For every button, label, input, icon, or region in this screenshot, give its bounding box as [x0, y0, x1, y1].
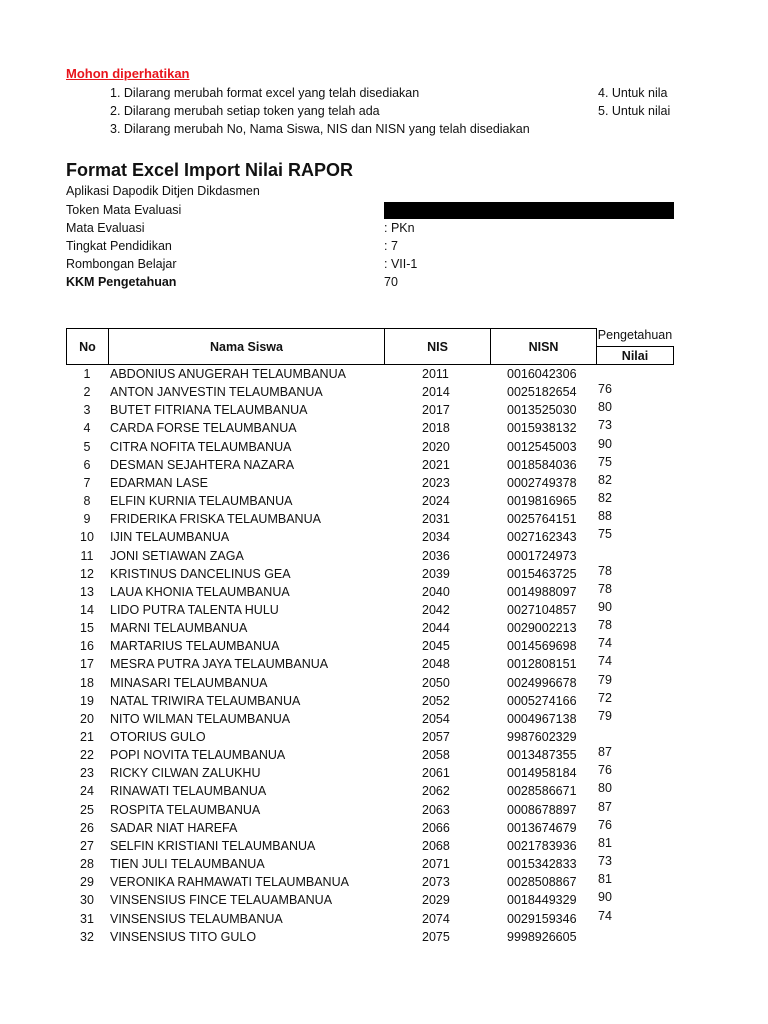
table-row	[0, 382, 768, 403]
row-nama: ABDONIUS ANUGERAH TELAUMBANUA	[110, 367, 346, 381]
row-nilai[interactable]: 74	[598, 636, 612, 651]
row-nama: CITRA NOFITA TELAUMBANUA	[110, 439, 292, 454]
row-nisn: 0014988097	[507, 584, 577, 599]
row-nis: 2074	[422, 911, 450, 926]
row-nama: VERONIKA RAHMAWATI TELAUMBANUA	[110, 875, 349, 890]
row-nisn: 0004967138	[507, 711, 577, 726]
row-nisn: 0027162343	[507, 530, 577, 545]
row-nis: 2052	[422, 693, 450, 708]
row-no: 20	[80, 711, 94, 726]
table-row	[0, 745, 768, 766]
row-no: 14	[80, 602, 94, 617]
tingkat-label: Tingkat Pendidikan	[66, 239, 172, 253]
row-nis: 2036	[422, 548, 450, 563]
row-nisn: 0013525030	[507, 403, 577, 418]
table-row	[0, 581, 768, 603]
row-nisn: 0001724973	[507, 548, 577, 563]
row-nilai[interactable]: 88	[598, 509, 612, 524]
row-no: 23	[80, 766, 94, 781]
row-no: 6	[83, 457, 91, 472]
row-nis: 2045	[422, 639, 450, 654]
row-nis: 2066	[422, 820, 450, 835]
row-nilai[interactable]: 81	[598, 835, 612, 850]
row-nis: 2050	[422, 675, 450, 690]
header-nilai: Nilai	[596, 346, 674, 365]
table-row	[0, 527, 768, 548]
table-row	[0, 835, 768, 857]
table-row	[0, 418, 768, 439]
row-nis: 2062	[422, 784, 450, 799]
mapel-value: : PKn	[384, 221, 415, 235]
row-nisn: 0029159346	[507, 911, 577, 926]
row-no: 27	[80, 838, 94, 853]
row-nisn: 0028586671	[507, 784, 577, 799]
row-nis: 2057	[422, 730, 450, 744]
row-nilai[interactable]: 78	[598, 618, 612, 633]
row-nis: 2034	[422, 530, 450, 545]
rombel-value: : VII-1	[384, 257, 418, 271]
row-nilai[interactable]: 76	[598, 382, 612, 397]
row-nilai[interactable]: 74	[598, 908, 612, 923]
row-nisn: 0021783936	[507, 838, 577, 853]
row-nama: IJIN TELAUMBANUA	[110, 530, 230, 545]
row-nisn: 0012808151	[507, 657, 577, 672]
row-no: 29	[80, 875, 94, 890]
row-no: 11	[80, 548, 94, 563]
row-nis: 2044	[422, 621, 450, 636]
row-nilai[interactable]: 78	[598, 581, 612, 596]
row-nisn: 0029002213	[507, 621, 577, 636]
row-nilai[interactable]: 78	[598, 563, 612, 578]
table-row	[0, 472, 768, 494]
row-no: 17	[80, 657, 94, 672]
row-nilai[interactable]: 87	[598, 745, 612, 760]
row-nis: 2014	[422, 385, 450, 400]
row-nisn: 0027104857	[507, 602, 577, 617]
row-nis: 2029	[422, 893, 450, 908]
table-row	[0, 618, 768, 639]
row-nisn: 0019816965	[507, 494, 577, 509]
row-nama: POPI NOVITA TELAUMBANUA	[110, 748, 286, 763]
table-row	[0, 672, 768, 694]
header-no: No	[66, 328, 109, 365]
row-no: 12	[80, 566, 94, 581]
row-nama: NITO WILMAN TELAUMBANUA	[110, 711, 291, 726]
row-no: 5	[83, 439, 91, 454]
row-nisn: 0008678897	[507, 802, 577, 817]
row-no: 24	[80, 784, 94, 799]
row-no: 25	[80, 802, 94, 817]
row-no: 30	[80, 893, 94, 908]
table-row	[0, 491, 768, 512]
table-row	[0, 763, 768, 784]
row-nilai[interactable]: 79	[598, 708, 612, 723]
row-nilai[interactable]: 80	[598, 781, 612, 796]
table-row	[0, 454, 768, 476]
row-nama: LAUA KHONIA TELAUMBANUA	[110, 584, 290, 599]
app-name: Aplikasi Dapodik Ditjen Dikdasmen	[66, 184, 260, 198]
row-nama: RICKY CILWAN ZALUKHU	[110, 766, 261, 781]
row-nis: 2039	[422, 566, 450, 581]
table-row	[0, 799, 768, 821]
table-row	[0, 509, 768, 530]
row-nilai[interactable]: 82	[598, 472, 612, 487]
row-nis: 2071	[422, 857, 450, 872]
row-no: 4	[83, 421, 91, 436]
row-no: 10	[80, 530, 94, 545]
row-nisn: 9998926605	[507, 929, 577, 944]
row-nama: DESMAN SEJAHTERA NAZARA	[110, 457, 295, 472]
row-nis: 2024	[422, 494, 450, 509]
row-nisn: 0013487355	[507, 748, 577, 763]
row-nisn: 0018584036	[507, 457, 577, 472]
row-nama: ELFIN KURNIA TELAUMBANUA	[110, 494, 293, 509]
row-nama: MINASARI TELAUMBANUA	[110, 675, 268, 690]
table-row	[0, 730, 768, 748]
row-no: 21	[80, 730, 94, 744]
row-nisn: 0016042306	[507, 367, 577, 381]
row-nama: OTORIUS GULO	[110, 730, 206, 744]
row-nisn: 0025764151	[507, 512, 577, 527]
row-nama: VINSENSIUS TITO GULO	[110, 929, 257, 944]
row-nilai[interactable]: 79	[598, 672, 612, 687]
row-no: 16	[80, 639, 94, 654]
table-row	[0, 367, 768, 385]
row-nama: ANTON JANVESTIN TELAUMBANUA	[110, 385, 323, 400]
table-row	[0, 930, 768, 948]
table-row	[0, 817, 768, 839]
row-nilai[interactable]: 76	[598, 817, 612, 832]
notice-item-2: 2. Dilarang merubah setiap token yang telah ada	[110, 104, 380, 118]
row-nisn: 0015463725	[507, 566, 577, 581]
page-title: Format Excel Import Nilai RAPOR	[66, 160, 354, 180]
row-nilai[interactable]: 74	[598, 654, 612, 669]
row-nilai[interactable]: 81	[598, 872, 612, 887]
row-nilai[interactable]: 82	[598, 491, 612, 506]
header-nisn: NISN	[490, 328, 597, 365]
table-row	[0, 890, 768, 911]
notice-item-3: 3. Dilarang merubah No, Nama Siswa, NIS dan NISN yang telah disediakan	[110, 122, 530, 136]
row-nama: EDARMAN LASE	[110, 475, 208, 490]
kkm-value: 70	[384, 275, 398, 289]
table-row	[0, 436, 768, 458]
row-nama: MARNI TELAUMBANUA	[110, 621, 248, 636]
row-no: 22	[80, 748, 94, 763]
row-nis: 2058	[422, 748, 450, 763]
row-nilai[interactable]: 90	[598, 599, 612, 614]
row-nama: JONI SETIAWAN ZAGA	[110, 548, 244, 563]
row-nis: 2020	[422, 439, 450, 454]
row-nisn: 0015938132	[507, 421, 577, 436]
row-nis: 2017	[422, 403, 450, 418]
row-nilai[interactable]: 73	[598, 854, 612, 869]
row-nis: 2023	[422, 475, 450, 490]
notice-item-4: 4. Untuk nila	[598, 86, 668, 100]
row-nama: TIEN JULI TELAUMBANUA	[110, 857, 265, 872]
row-nilai[interactable]: 80	[598, 400, 612, 415]
row-no: 9	[83, 512, 91, 527]
row-nis: 2075	[422, 929, 450, 944]
row-nis: 2063	[422, 802, 450, 817]
table-row	[0, 654, 768, 675]
row-nama: ROSPITA TELAUMBANUA	[110, 802, 261, 817]
row-nilai[interactable]: 90	[598, 436, 612, 451]
row-nilai[interactable]: 87	[598, 799, 612, 814]
row-nisn: 0028508867	[507, 875, 577, 890]
row-nis: 2040	[422, 584, 450, 599]
row-nama: MESRA PUTRA JAYA TELAUMBANUA	[110, 657, 329, 672]
row-no: 31	[80, 911, 94, 926]
token-label: Token Mata Evaluasi	[66, 203, 182, 217]
row-nama: VINSENSIUS FINCE TELAUAMBANUA	[110, 893, 333, 908]
table-row	[0, 690, 768, 712]
row-nisn: 0012545003	[507, 439, 577, 454]
row-no: 15	[80, 621, 94, 636]
row-nama: BUTET FITRIANA TELAUMBANUA	[110, 403, 308, 418]
row-no: 2	[83, 385, 91, 400]
row-no: 13	[80, 584, 94, 599]
row-nama: KRISTINUS DANCELINUS GEA	[110, 566, 291, 581]
tingkat-value: : 7	[384, 239, 398, 253]
table-row	[0, 400, 768, 421]
row-nisn: 0013674679	[507, 820, 577, 835]
row-nis: 2061	[422, 766, 450, 781]
row-nis: 2031	[422, 512, 450, 527]
row-no: 3	[83, 403, 91, 418]
table-row	[0, 636, 768, 657]
notice-title: Mohon diperhatikan	[66, 66, 190, 81]
row-nilai[interactable]: 73	[598, 418, 612, 433]
row-nis: 2073	[422, 875, 450, 890]
row-nis: 2054	[422, 711, 450, 726]
row-no: 32	[80, 929, 94, 944]
header-pengetahuan: Pengetahuan	[597, 328, 673, 342]
row-nis: 2021	[422, 457, 450, 472]
table-row	[0, 563, 768, 585]
row-nama: LIDO PUTRA TALENTA HULU	[110, 602, 279, 617]
row-nisn: 0005274166	[507, 693, 577, 708]
row-no: 26	[80, 820, 94, 835]
table-row	[0, 708, 768, 730]
row-nilai[interactable]: 72	[598, 690, 612, 705]
row-nama: CARDA FORSE TELAUMBANUA	[110, 421, 297, 436]
table-row	[0, 872, 768, 893]
row-no: 1	[83, 367, 91, 381]
row-nisn: 0014958184	[507, 766, 577, 781]
row-nis: 2068	[422, 838, 450, 853]
row-nisn: 0014569698	[507, 639, 577, 654]
row-nisn: 0002749378	[507, 475, 577, 490]
table-row	[0, 854, 768, 875]
row-nis: 2042	[422, 602, 450, 617]
row-nama: FRIDERIKA FRISKA TELAUMBANUA	[110, 512, 321, 527]
row-nama: SELFIN KRISTIANI TELAUMBANUA	[110, 838, 316, 853]
row-nis: 2048	[422, 657, 450, 672]
table-row	[0, 549, 768, 567]
notice-item-5: 5. Untuk nilai	[598, 104, 671, 118]
mapel-label: Mata Evaluasi	[66, 221, 145, 235]
row-nisn: 0025182654	[507, 385, 577, 400]
row-nis: 2018	[422, 421, 450, 436]
rombel-label: Rombongan Belajar	[66, 257, 177, 271]
row-nis: 2011	[422, 367, 449, 381]
row-nilai[interactable]: 76	[598, 763, 612, 778]
table-row	[0, 781, 768, 802]
row-nilai[interactable]: 75	[598, 527, 612, 542]
notice-item-1: 1. Dilarang merubah format excel yang telah disediakan	[110, 86, 420, 100]
row-no: 7	[83, 475, 91, 490]
header-nis: NIS	[384, 328, 491, 365]
row-no: 19	[80, 693, 94, 708]
row-no: 18	[80, 675, 94, 690]
row-nisn: 0015342833	[507, 857, 577, 872]
row-no: 28	[80, 857, 94, 872]
row-nama: MARTARIUS TELAUMBANUA	[110, 639, 280, 654]
row-nisn: 0018449329	[507, 893, 577, 908]
header-nama: Nama Siswa	[108, 328, 385, 365]
row-nisn: 0024996678	[507, 675, 577, 690]
row-no: 8	[83, 494, 91, 509]
table-row	[0, 908, 768, 930]
row-nilai[interactable]: 90	[598, 890, 612, 905]
kkm-label: KKM Pengetahuan	[66, 275, 177, 289]
row-nama: RINAWATI TELAUMBANUA	[110, 784, 267, 799]
row-nama: SADAR NIAT HAREFA	[110, 820, 238, 835]
row-nama: NATAL TRIWIRA TELAUMBANUA	[110, 693, 301, 708]
row-nisn: 9987602329	[507, 730, 577, 744]
token-redacted-field	[384, 202, 674, 219]
table-row	[0, 599, 768, 621]
row-nilai[interactable]: 75	[598, 454, 612, 469]
row-nama: VINSENSIUS TELAUMBANUA	[110, 911, 283, 926]
